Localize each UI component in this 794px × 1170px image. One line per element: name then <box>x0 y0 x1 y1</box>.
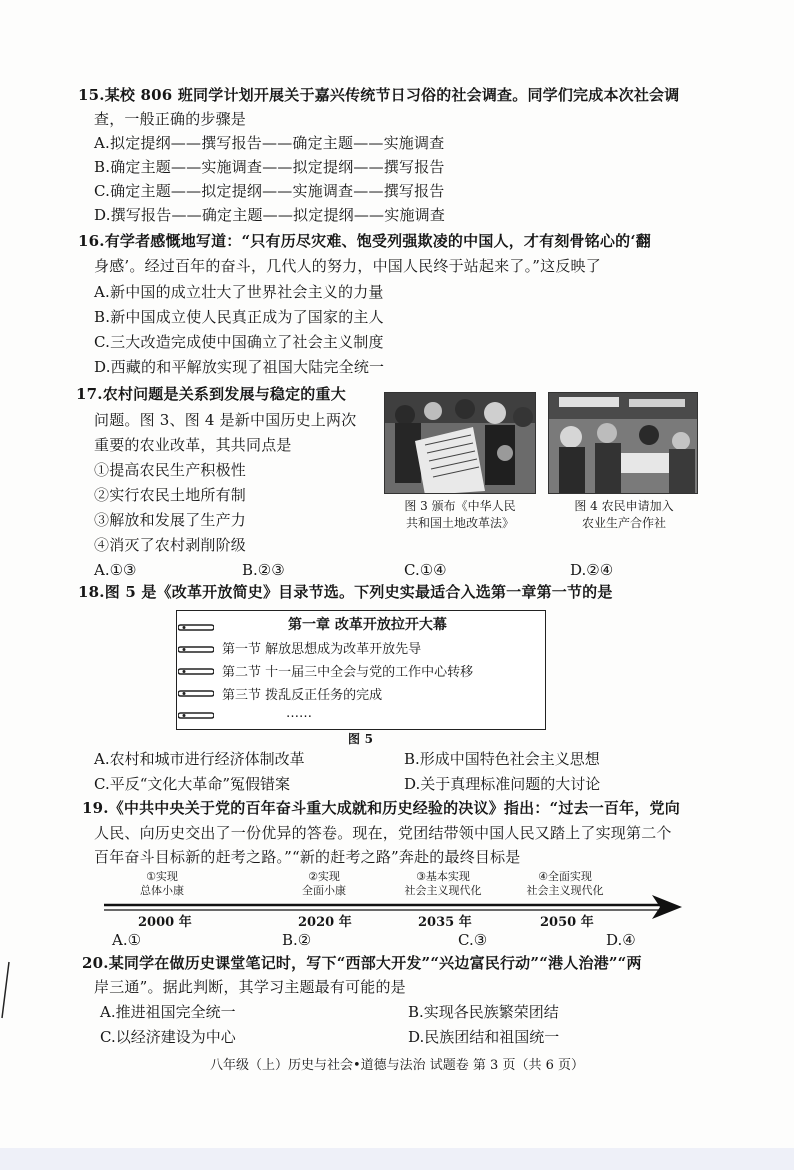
q18-option-b: B.形成中国特色社会主义思想 <box>404 750 600 768</box>
spiral-binding-icon <box>178 646 214 653</box>
q15-option-c: C.确定主题——拟定提纲——实施调查——撰写报告 <box>94 182 445 200</box>
q17-stem-line1: 17.农村问题是关系到发展与稳定的重大 <box>76 385 346 403</box>
timeline-goal-3-line1: ③基本实现 <box>416 870 470 883</box>
q20-option-a: A.推进祖国完全统一 <box>100 1003 236 1021</box>
timeline-goal-4-line2: 社会主义现代化 <box>526 884 604 897</box>
q15-option-d: D.撰写报告——确定主题——拟定提纲——实施调查 <box>94 206 446 224</box>
figure-4-caption-line2: 农业生产合作社 <box>581 516 666 530</box>
margin-pen-mark-icon <box>0 960 12 1020</box>
timeline-year-2000: 2000 年 <box>138 915 192 930</box>
spiral-binding-icon <box>178 712 214 719</box>
land-reform-photo-illustration <box>385 393 536 494</box>
q17-item-4: ④消灭了农村剥削阶级 <box>94 536 247 554</box>
q17-item-2: ②实行农民土地所有制 <box>94 486 247 504</box>
figure-5-label: 图 5 <box>348 732 374 746</box>
q16-option-c: C.三大改造完成使中国确立了社会主义制度 <box>94 333 384 351</box>
timeline-year-2020: 2020 年 <box>298 915 352 930</box>
q17-option-b: B.②③ <box>242 561 285 579</box>
q18-option-d: D.关于真理标准问题的大讨论 <box>404 775 601 793</box>
toc-ellipsis: …… <box>286 706 312 721</box>
q17-stem-line3: 重要的农业改革，其共同点是 <box>94 436 292 454</box>
timeline-year-2035: 2035 年 <box>418 915 472 930</box>
q15-option-b: B.确定主题——实施调查——拟定提纲——撰写报告 <box>94 158 445 176</box>
page-footer: 八年级（上）历史与社会•道德与法治 试题卷 第 3 页（共 6 页） <box>209 1058 584 1073</box>
q20-option-c: C.以经济建设为中心 <box>100 1028 236 1046</box>
q17-stem-line2: 问题。图 3、图 4 是新中国历史上两次 <box>94 411 357 429</box>
q15-option-a: A.拟定提纲——撰写报告——确定主题——实施调查 <box>94 134 445 152</box>
timeline-goal-2-line2: 全面小康 <box>302 884 346 897</box>
figure-4-photo <box>548 392 698 494</box>
timeline-goal-2-line1: ②实现 <box>308 870 340 883</box>
q16-option-b: B.新中国成立使人民真正成为了国家的主人 <box>94 308 384 326</box>
q18-option-a: A.农村和城市进行经济体制改革 <box>94 750 305 768</box>
q19-stem-line3: 百年奋斗目标新的赶考之路。”“新的赶考之路”奔赴的最终目标是 <box>94 848 521 866</box>
spiral-binding-icon <box>178 690 214 697</box>
q19-option-d: D.④ <box>606 931 636 949</box>
figure-4-caption-line1: 图 4 农民申请加入 <box>574 499 674 513</box>
q20-stem-line1: 20.某同学在做历史课堂笔记时，写下“西部大开发”“兴边富民行动”“港人治港”“两 <box>82 954 642 972</box>
spiral-binding-icon <box>178 668 214 675</box>
timeline-goal-1-line1: ①实现 <box>146 870 178 883</box>
q20-option-d: D.民族团结和祖国统一 <box>408 1028 560 1046</box>
q19-option-a: A.① <box>112 931 142 949</box>
timeline-year-2050: 2050 年 <box>540 915 594 930</box>
spiral-binding-icon <box>178 624 214 631</box>
toc-section-2: 第二节 十一届三中全会与党的工作中心转移 <box>222 665 474 680</box>
q19-stem-line1: 19.《中共中央关于党的百年奋斗重大成就和历史经验的决议》指出：“过去一百年，党向 <box>82 799 680 817</box>
timeline-goal-3-line2: 社会主义现代化 <box>404 884 482 897</box>
toc-chapter-title: 第一章 改革开放拉开大幕 <box>288 617 447 633</box>
timeline-goal-4-line1: ④全面实现 <box>538 870 592 883</box>
q19-stem-line2: 人民、向历史交出了一份优异的答卷。现在，党团结带领中国人民又踏上了实现第二个 <box>94 824 672 842</box>
figure-3-caption-line2: 共和国土地改革法》 <box>405 516 514 530</box>
q17-item-3: ③解放和发展了生产力 <box>94 511 247 529</box>
q16-stem-line2: 身感’。经过百年的奋斗，几代人的努力，中国人民终于站起来了。”这反映了 <box>94 257 601 275</box>
q19-option-b: B.② <box>282 931 312 949</box>
q20-option-b: B.实现各民族繁荣团结 <box>408 1003 559 1021</box>
toc-section-1: 第一节 解放思想成为改革开放先导 <box>222 642 422 657</box>
q17-item-1: ①提高农民生产积极性 <box>94 461 247 479</box>
q17-option-a: A.①③ <box>94 561 137 579</box>
q16-option-a: A.新中国的成立壮大了世界社会主义的力量 <box>94 283 384 301</box>
viewer-bottom-band <box>0 1148 794 1170</box>
figure-3-photo <box>384 392 536 494</box>
q20-stem-line2: 岸三通”。据此判断，其学习主题最有可能的是 <box>94 978 406 996</box>
timeline-goal-1-line2: 总体小康 <box>140 884 184 897</box>
cooperative-photo-illustration <box>549 393 698 494</box>
q15-stem-line1: 15.某校 806 班同学计划开展关于嘉兴传统节日习俗的社会调查。同学们完成本次社会调 <box>78 86 680 104</box>
q16-option-d: D.西藏的和平解放实现了祖国大陆完全统一 <box>94 358 385 376</box>
q15-stem-line2: 查，一般正确的步骤是 <box>94 110 247 128</box>
toc-section-3: 第三节 拨乱反正任务的完成 <box>222 688 383 703</box>
q17-option-d: D.②④ <box>570 561 614 579</box>
q18-option-c: C.平反“文化大革命”冤假错案 <box>94 775 291 793</box>
q16-stem-line1: 16.有学者感慨地写道：“只有历尽灾难、饱受列强欺凌的中国人，才有刻骨铭心的‘翻 <box>78 232 651 250</box>
q18-stem: 18.图 5 是《改革开放简史》目录节选。下列史实最适合入选第一章第一节的是 <box>78 583 613 601</box>
q19-option-c: C.③ <box>458 931 488 949</box>
figure-3-caption-line1: 图 3 颁布《中华人民 <box>404 499 516 513</box>
q17-option-c: C.①④ <box>404 561 447 579</box>
